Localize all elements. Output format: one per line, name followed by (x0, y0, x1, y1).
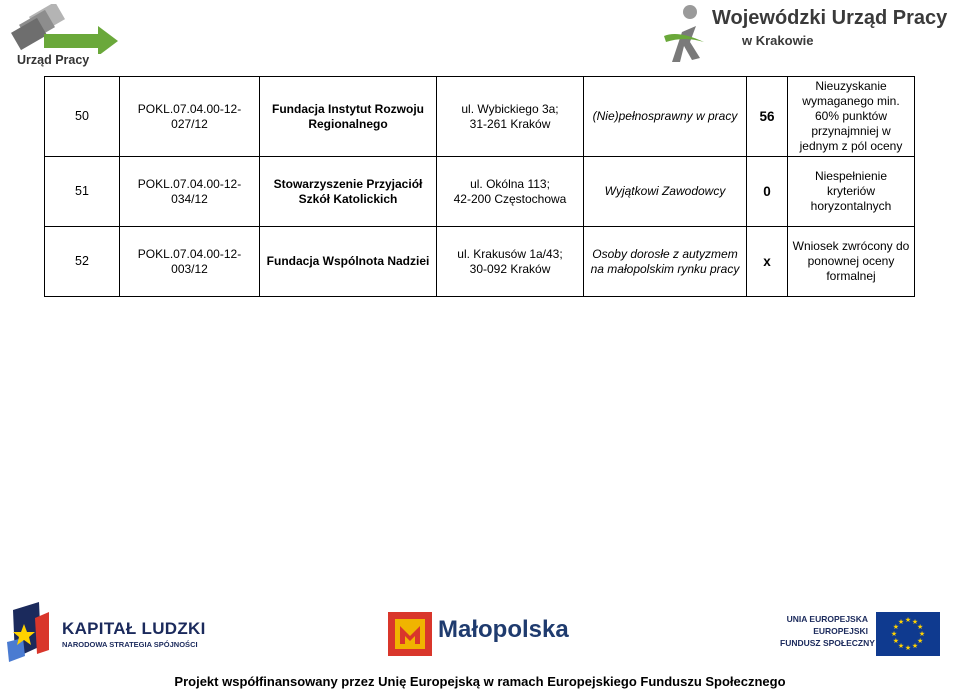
table-row (45, 157, 915, 227)
eu-line-1: UNIA EUROPEJSKA (786, 614, 868, 624)
urzad-pracy-logo (10, 4, 125, 70)
applicant-address (437, 227, 584, 297)
wup-subtitle: w Krakowie (742, 33, 814, 48)
applicant-name: Fundacja Wspólnota Nadziei (260, 227, 437, 297)
row-number: 51 (45, 157, 120, 227)
address-city: 30-092 Kraków (469, 261, 551, 276)
applicant-address (437, 77, 584, 157)
cofinancing-note: Projekt współfinansowany przez Unię Europejską w ramach Europejskiego Funduszu Społecznego (174, 674, 786, 689)
table-row (45, 227, 915, 297)
eu-flag-icon (876, 612, 940, 656)
kapital-ludzki-star-icon (5, 598, 57, 668)
malopolska-name: Małopolska (438, 616, 569, 643)
application-number: POKL.07.04.00-12-034/12 (120, 157, 260, 227)
address-city: 31-261 Kraków (469, 116, 551, 131)
malopolska-emblem-icon (388, 612, 432, 656)
kapital-ludzki-logo (5, 598, 215, 668)
row-number: 52 (45, 227, 120, 297)
score: 56 (747, 77, 788, 157)
project-title: (Nie)pełnosprawny w pracy (584, 77, 747, 157)
project-title: Osoby dorosłe z autyzmem na małopolskim rynku pracy (584, 227, 747, 297)
address-street: ul. Krakusów 1a/43; (457, 246, 563, 261)
score: x (747, 227, 788, 297)
eu-star-icon: ★ (911, 643, 919, 651)
eu-star-icon: ★ (911, 618, 919, 626)
eu-star-icon: ★ (918, 631, 926, 638)
kl-title: KAPITAŁ LUDZKI (62, 619, 206, 638)
eu-line-3: FUNDUSZ SPOŁECZNY (780, 638, 875, 648)
remarks: Nieuzyskanie wymaganego min. 60% punktów przynajmniej w jednym z pól oceny (788, 77, 915, 157)
eu-logo (780, 612, 942, 656)
eu-star-icon: ★ (892, 638, 900, 645)
score: 0 (747, 157, 788, 227)
applicant-name: Fundacja Instytut Rozwoju Regionalnego (260, 77, 437, 157)
urzad-pracy-caption: Urząd Pracy (17, 53, 90, 67)
address-street: ul. Okólna 113; (470, 176, 550, 191)
eu-star-icon: ★ (916, 638, 924, 645)
eu-star-icon: ★ (892, 624, 900, 631)
project-title: Wyjątkowi Zawodowcy (584, 157, 747, 227)
applicant-name: Stowarzyszenie Przyjaciół Szkół Katolickich (260, 157, 437, 227)
results-table (44, 76, 915, 297)
address-city: 42-200 Częstochowa (453, 191, 567, 206)
table-row (45, 77, 915, 157)
remarks: Wniosek zwrócony do ponownej oceny formalnej (788, 227, 915, 297)
urzad-pracy-emblem-icon (10, 4, 125, 54)
eu-star-icon: ★ (897, 618, 905, 626)
row-number: 50 (45, 77, 120, 157)
eu-star-icon: ★ (904, 617, 912, 624)
eu-star-icon: ★ (890, 631, 898, 638)
eu-star-icon: ★ (897, 643, 905, 651)
remarks: Niespełnienie kryteriów horyzontalnych (788, 157, 915, 227)
malopolska-logo (388, 612, 598, 656)
eu-star-icon: ★ (904, 645, 912, 652)
address-street: ul. Wybickiego 3a; (461, 101, 559, 116)
application-number: POKL.07.04.00-12-003/12 (120, 227, 260, 297)
eu-line-2: EUROPEJSKI (813, 626, 868, 636)
eu-star-icon: ★ (916, 624, 924, 631)
application-number: POKL.07.04.00-12-027/12 (120, 77, 260, 157)
kl-subtitle: NARODOWA STRATEGIA SPÓJNOŚCI (62, 640, 198, 649)
wup-title: Wojewódzki Urząd Pracy (712, 7, 948, 29)
applicant-address (437, 157, 584, 227)
wup-figure-icon (660, 2, 712, 66)
wup-krakow-logo (660, 2, 960, 66)
